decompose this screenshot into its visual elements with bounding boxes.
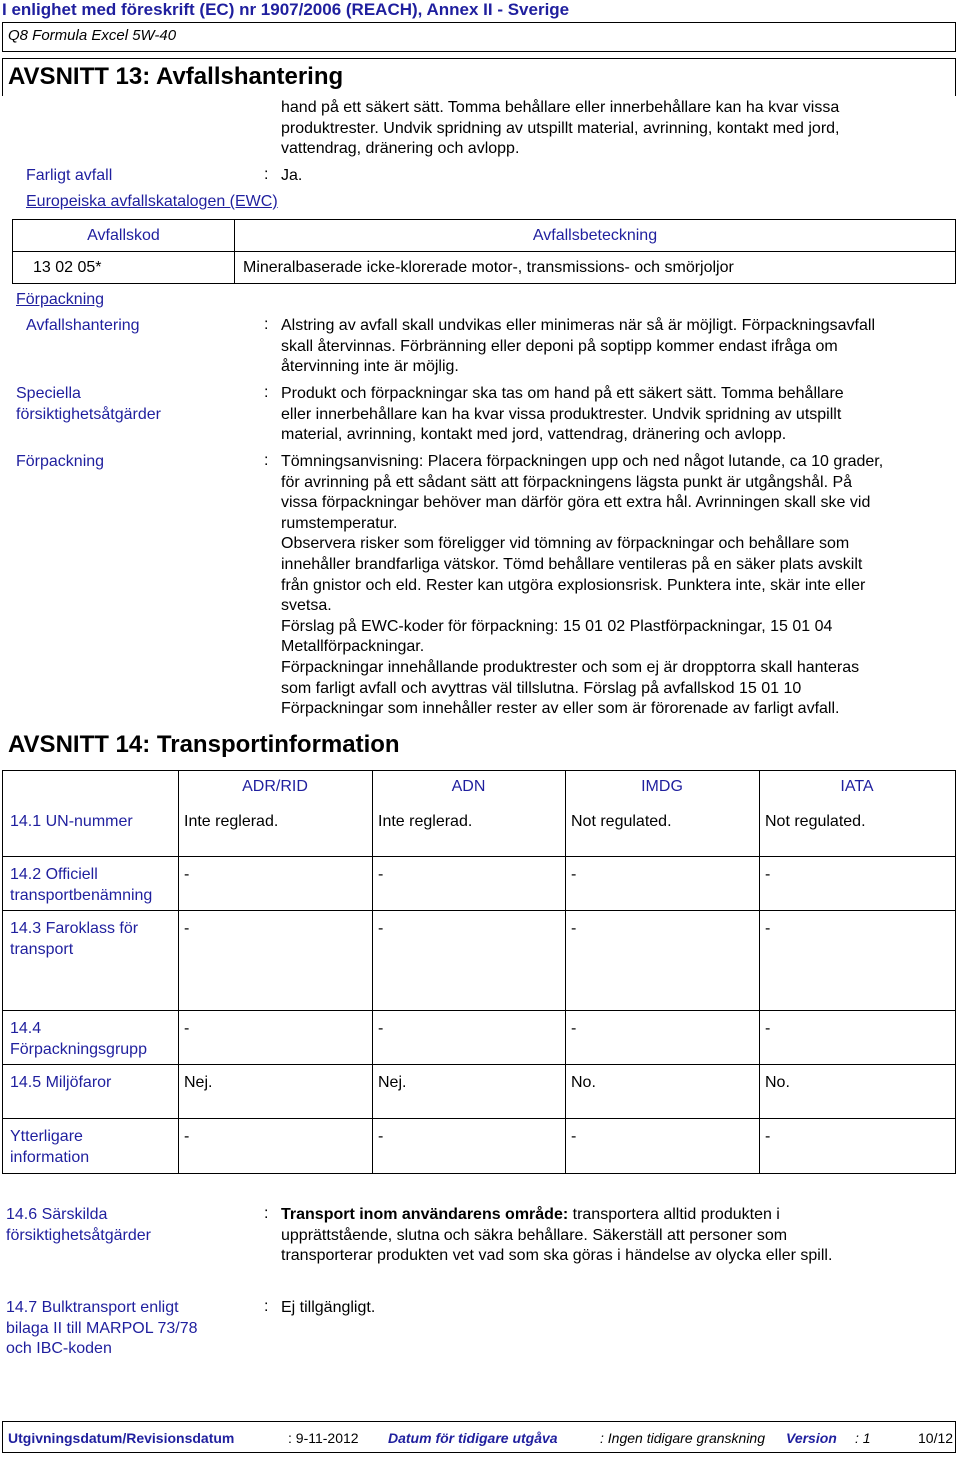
issue-date-label: Utgivningsdatum/Revisionsdatum [8,1430,235,1446]
colon: : [264,1205,269,1222]
cell-value: Nej. [378,1074,407,1091]
text-line: innehåller brandfarliga vätskor. Tömd behållare ventileras på en säker plats avskilt [281,555,863,573]
packaging-label: Förpackning [16,453,105,470]
grid-line [178,770,179,1173]
grid-line [2,856,955,857]
text-line: som farligt avfall och avyttras väl tillslutna. Förslag på avfallskod 15 01 10 [281,679,802,697]
ewc-col-code-header: Avfallskod [13,220,235,252]
cell-value: Inte reglerad. [378,813,473,830]
grid-line [372,770,373,1173]
text-line: Förpackningar som innehåller rester av eller som är förorenade av farligt avfall. [281,700,840,718]
special-precautions-text [281,384,951,446]
text-line: svetsa. [281,597,332,615]
text-line: för avrinning på ett sådant sätt att förpackningens lägsta punkt är utgångshål. På [281,473,853,491]
version-value: : 1 [855,1430,871,1446]
cell-value: - [184,920,190,937]
packaging-heading: Förpackning [16,291,105,308]
row-label-packing-group [10,1019,147,1060]
version-label: Version [786,1430,837,1446]
label-line: 14.4 [10,1020,42,1037]
document-regulation-title: I enlighet med föreskrift (EC) nr 1907/2006 (REACH), Annex II - Sverige [2,0,570,19]
grid-line [759,770,760,1173]
grid-line [565,770,566,1173]
continued-text [281,98,951,160]
text-line: transporterar produkten vet vad som ska göras i händelse av olycka eller spill. [281,1247,833,1265]
label-line: Förpackningsgrupp [10,1040,147,1058]
text-line: skall återvinnas. Förbränning eller deponi på soptipp kommer endast ifråga om [281,337,838,355]
previous-edition-value: : Ingen tidigare granskning [600,1430,765,1446]
previous-edition-label: Datum för tidigare utgåva [388,1430,558,1446]
transport-area-text: transportera alltid produkten i [568,1206,780,1223]
cell-value: - [571,920,577,937]
cell-value: - [765,1128,771,1145]
cell-value: Inte reglerad. [184,813,279,830]
special-precautions-user-label [6,1205,151,1246]
bulk-transport-label [6,1298,198,1360]
cell-value: - [378,1020,384,1037]
special-precautions-label [16,384,161,425]
label-line: information [10,1148,90,1166]
colon: : [264,316,269,333]
ewc-code: 13 02 05* [13,252,235,284]
bulk-transport-value: Ej tillgängligt. [281,1299,376,1316]
label-line: Ytterligare [10,1128,83,1145]
cell-value: - [184,1128,190,1145]
cell-value: Not regulated. [571,813,672,830]
text-line: återvinning inte är möjlig. [281,358,459,376]
text-line: vissa förpackningar behöver man därför göra ett extra hål. Avrinningen skall ske vid [281,494,871,512]
cell-value: No. [571,1074,596,1091]
ewc-table [12,219,956,284]
ewc-header-row [13,220,956,252]
colon: : [264,384,269,401]
hazardous-waste-value: Ja. [281,167,303,184]
col-header-iata: IATA [840,778,874,795]
text-line: Produkt och förpackningar ska tas om hand på ett säkert sätt. Tomma behållare [281,385,844,402]
cell-value: Not regulated. [765,813,866,830]
colon: : [264,166,269,183]
text-line: Tömningsanvisning: Placera förpackningen upp och ned något lutande, ca 10 grader, [281,453,884,470]
col-header-imdg: IMDG [641,778,683,795]
text-line: Förslag på EWC-koder för förpackning: 15 01 02 Plastförpackningar, 15 01 04 [281,617,833,635]
label-line: och IBC-koden [6,1340,112,1358]
transport-area-heading: Transport inom användarens område: [281,1206,569,1223]
ewc-col-desc-header: Avfallsbeteckning [235,220,956,252]
label-line: Speciella [16,385,81,402]
row-label-additional-info [10,1127,89,1168]
label-line: 14.3 Faroklass för [10,920,139,937]
text-line: eller innerbehållare kan ha kvar vissa produktrester. Undvik spridning av utspillt [281,405,842,423]
continued-line: vattendrag, dränering och avlopp. [281,140,520,158]
continued-line: produktrester. Undvik spridning av utspillt material, avrinning, kontakt med jord, [281,119,840,137]
continued-line: hand på ett säkert sätt. Tomma behållare eller innerbehållare kan ha kvar vissa [281,99,840,116]
row-label-environmental-hazards: 14.5 Miljöfaror [10,1074,112,1091]
text-line: Alstring av avfall skall undvikas eller minimeras när så är möjligt. Förpackningsavfall [281,317,876,334]
cell-value: - [378,866,384,883]
waste-handling-text [281,316,951,378]
cell-value: Nej. [184,1074,213,1091]
grid-line [2,1064,955,1065]
issue-date-value: : 9-11-2012 [288,1430,359,1446]
cell-value: - [765,866,771,883]
label-line: försiktighetsåtgärder [16,405,161,423]
text-line: material, avrinning, kontakt med jord, vattendrag, dränering och avlopp. [281,426,787,444]
col-header-adn: ADN [451,778,486,795]
text-line: upprättstående, slutna och säkra behållare. Säkerställ att personer som [281,1226,788,1244]
row-label-un-number: 14.1 UN-nummer [10,813,133,830]
grid-line [2,1010,955,1011]
section-14-title: AVSNITT 14: Transportinformation [8,731,400,758]
hazardous-waste-label: Farligt avfall [26,167,113,184]
cell-value: - [378,1128,384,1145]
label-line: 14.7 Bulktransport enligt [6,1299,179,1316]
cell-value: - [571,1128,577,1145]
packaging-text [281,452,956,720]
text-line: från gnistor och eld. Rester kan utgöra explosionsrisk. Punktera inte, skär inte eller [281,576,866,594]
ewc-description: Mineralbaserade icke-klorerade motor-, transmissions- och smörjoljor [235,252,956,284]
cell-value: - [571,866,577,883]
text-line: Förpackningar innehållande produktrester och som ej är dropptorra skall hanteras [281,658,860,676]
waste-handling-label: Avfallshantering [26,317,140,334]
colon: : [264,1298,269,1315]
cell-value: - [184,1020,190,1037]
label-line: transport [10,940,74,958]
grid-line [2,910,955,911]
text-line: rumstemperatur. [281,514,398,532]
grid-line [2,1118,955,1119]
label-line: 14.2 Officiell [10,866,98,883]
label-line: transportbenämning [10,886,153,904]
cell-value: - [378,920,384,937]
page-number: 10/12 [918,1430,954,1446]
colon: : [264,452,269,469]
cell-value: No. [765,1074,790,1091]
row-label-hazard-class [10,919,138,960]
section-13-title: AVSNITT 13: Avfallshantering [8,63,344,90]
text-line [281,1205,951,1226]
product-name: Q8 Formula Excel 5W-40 [8,27,177,44]
text-line: Observera risker som föreligger vid tömning av förpackningar och behållare som [281,535,850,553]
label-line: försiktighetsåtgärder [6,1226,151,1244]
special-precautions-user-text [281,1205,951,1267]
label-line: bilaga II till MARPOL 73/78 [6,1319,198,1337]
cell-value: - [184,866,190,883]
ewc-data-row [13,252,956,284]
cell-value: - [765,920,771,937]
row-label-shipping-name [10,865,152,906]
label-line: 14.6 Särskilda [6,1206,108,1223]
transport-table [2,770,956,1174]
cell-value: - [765,1020,771,1037]
ewc-label: Europeiska avfallskatalogen (EWC) [26,193,278,210]
text-line: Metallförpackningar. [281,638,425,656]
cell-value: - [571,1020,577,1037]
col-header-adr: ADR/RID [242,778,308,795]
